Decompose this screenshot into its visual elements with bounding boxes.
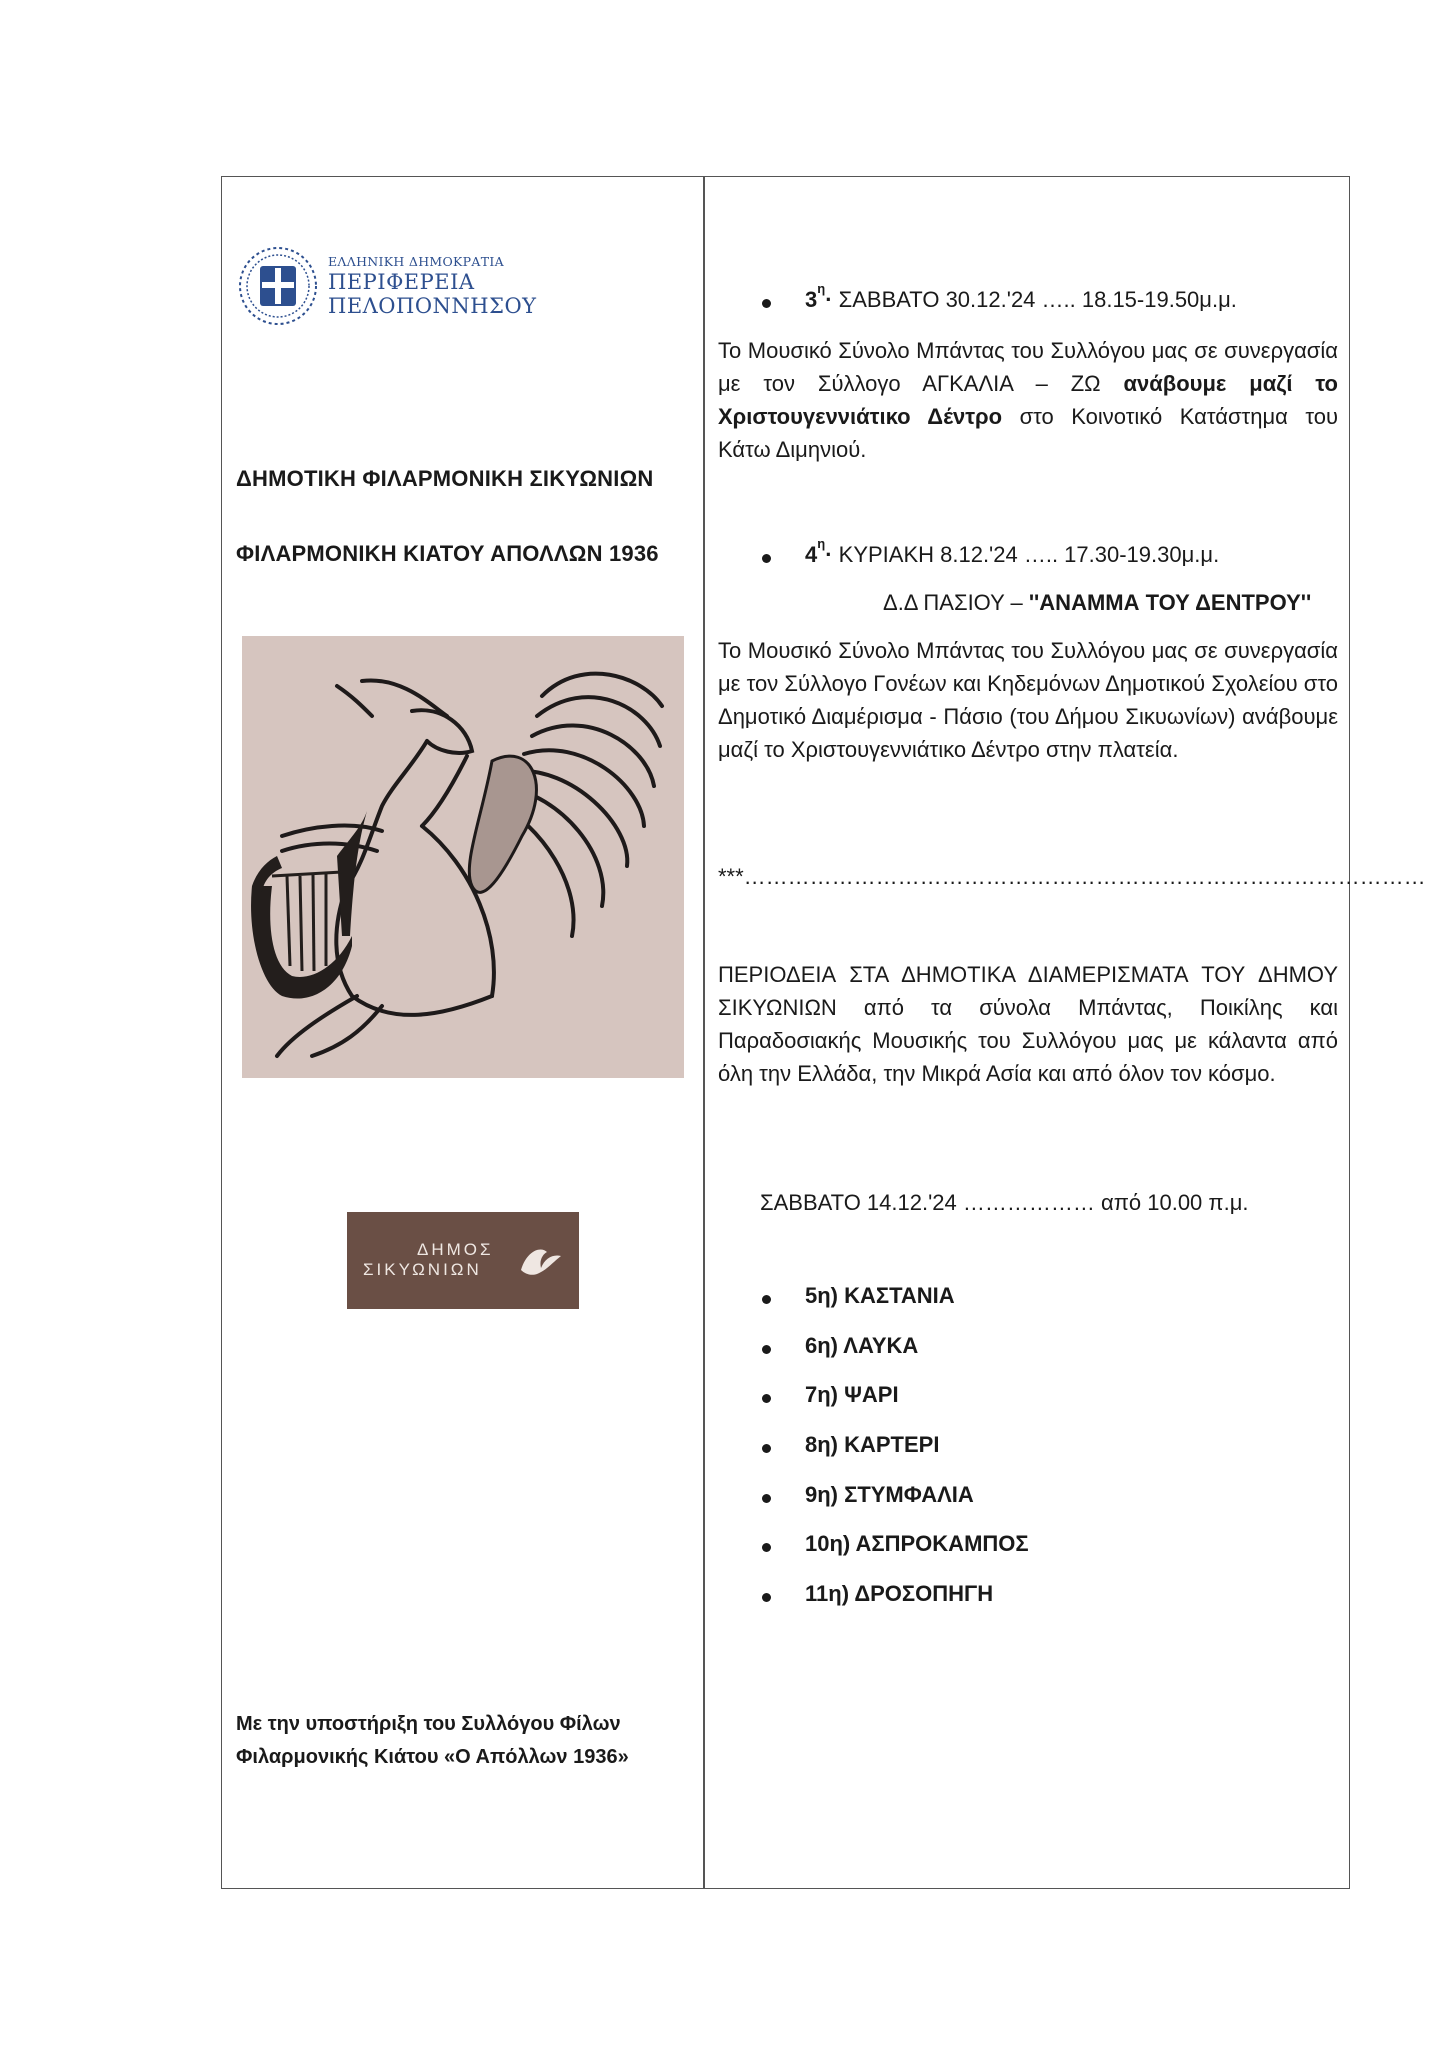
event3-heading: [805, 281, 1237, 313]
event3-text-a: Το Μουσικό Σύνολο Μπάντας του Συλλόγου μας σε συνεργασία με τον Σύλλογο ΑΓΚΑΛΙΑ – ΖΩ: [718, 338, 1338, 396]
dimos-sikyonion-logo: [347, 1212, 579, 1309]
dimos-logo-line2: ΣΙΚΥΩΝΙΩΝ: [363, 1260, 482, 1279]
separator-line: ***…………………………………………………………………………………: [718, 864, 1426, 889]
region-name-line2: ΠΕΛΟΠΟΝΝΗΣΟΥ: [328, 294, 537, 318]
stop-item: 5η) ΚΑΣΤΑΝΙΑ: [805, 1283, 955, 1308]
event4-ordinal: η: [817, 536, 826, 551]
stop-item: 9η) ΣΤΥΜΦΑΛΙΑ: [805, 1482, 974, 1507]
tour-date: ΣΑΒΒΑΤΟ 14.12.'24 ……………… από 10.00 π.μ.: [760, 1190, 1249, 1215]
griffin-lyre-artwork: [242, 636, 684, 1078]
stop-item: 11η) ΔΡΟΣΟΠΗΓΗ: [805, 1581, 994, 1606]
event4-location: Δ.Δ ΠΑΣΙΟΥ –: [883, 590, 1029, 615]
bullet-stop: [762, 1394, 771, 1403]
column-divider: [703, 176, 705, 1889]
bullet-stop: [762, 1543, 771, 1552]
event4-number: 4: [805, 542, 818, 567]
bullet-stop: [762, 1345, 771, 1354]
support-line2: Φιλαρμονικής Κιάτου «Ο Απόλλων 1936»: [236, 1746, 629, 1768]
stop-item: 10η) ΑΣΠΡΟΚΑΜΠΟΣ: [805, 1531, 1029, 1556]
bullet-stop: [762, 1444, 771, 1453]
event3-text-b: στο Κοινοτικό Κατάστημα του Κάτω Διμηνιού.: [718, 404, 1339, 462]
region-name-line1: ΠΕΡΙΦΕΡΕΙΑ: [328, 270, 475, 294]
support-note: [236, 1708, 696, 1774]
stop-item: 6η) ΛΑΥΚΑ: [805, 1333, 919, 1358]
dimos-logo-line1: ΔΗΜΟΣ: [417, 1240, 494, 1259]
greek-emblem-icon: [236, 244, 320, 328]
event3-number: 3: [805, 287, 818, 312]
bullet-stop: [762, 1494, 771, 1503]
dimos-emblem-icon: [517, 1240, 565, 1280]
event4-subheading: [883, 590, 1311, 616]
stop-item: 8η) ΚΑΡΤΕΡΙ: [805, 1432, 940, 1457]
support-line1: Με την υποστήριξη του Συλλόγου Φίλων: [236, 1713, 621, 1735]
event4-event-name: ''ΑΝΑΜΜΑ ΤΟΥ ΔΕΝΤΡΟΥ'': [1028, 590, 1312, 615]
event4-dot: ·: [825, 542, 833, 567]
tour-paragraph: ΠΕΡΙΟΔΕΙΑ ΣΤΑ ΔΗΜΟΤΙΚΑ ΔΙΑΜΕΡΙΣΜΑΤΑ ΤΟΥ ΔΗΜΟΥ ΣΙΚΥΩΝΙΩΝ από τα σύνολα Μπάντας, Ποικίλης και Παραδοσιακής Μουσικής του Συλλόγου μας με κάλαντα από όλη την Ελλάδα, την Μικρά Ασία και από όλον τον κόσμο.: [718, 962, 1338, 1086]
event3-ordinal: η: [817, 281, 826, 296]
title-filarmoniki-kiatou: ΦΙΛΑΡΜΟΝΙΚΗ ΚΙΑΤΟΥ ΑΠΟΛΛΩΝ 1936: [236, 541, 659, 566]
event3-dot: ·: [825, 287, 833, 312]
event3-text-bold: ανάβουμε μαζί το Χριστουγεννιάτικο Δέντρο: [718, 371, 1338, 429]
event4-datetime: ΚΥΡΙΑΚΗ 8.12.'24 ….. 17.30-19.30μ.μ.: [832, 542, 1220, 567]
event3-datetime: ΣΑΒΒΑΤΟ 30.12.'24 ….. 18.15-19.50μ.μ.: [832, 287, 1237, 312]
event4-heading: [805, 536, 1220, 568]
region-logo: [236, 246, 536, 326]
bullet-event4: [762, 554, 771, 563]
title-dimotiki-filarmoniki: ΔΗΜΟΤΙΚΗ ΦΙΛΑΡΜΟΝΙΚΗ ΣΙΚΥΩΝΙΩΝ: [236, 466, 654, 491]
stop-item: 7η) ΨΑΡΙ: [805, 1382, 899, 1407]
bullet-event3: [762, 299, 771, 308]
republic-label: ΕΛΛΗΝΙΚΗ ΔΗΜΟΚΡΑΤΙΑ: [328, 254, 504, 269]
event3-paragraph: [718, 334, 1338, 466]
bullet-stop: [762, 1295, 771, 1304]
event4-paragraph: Το Μουσικό Σύνολο Μπάντας του Συλλόγου μας σε συνεργασία με τον Σύλλογο Γονέων και Κηδεμόνων Δημοτικού Σχολείου στο Δημοτικό Διαμέρισμα - Πάσιο (του Δήμου Σικυωνίων) ανάβουμε μαζί το Χριστουγεννιάτικο Δέντρο στην πλατεία.: [718, 638, 1338, 762]
bullet-stop: [762, 1593, 771, 1602]
